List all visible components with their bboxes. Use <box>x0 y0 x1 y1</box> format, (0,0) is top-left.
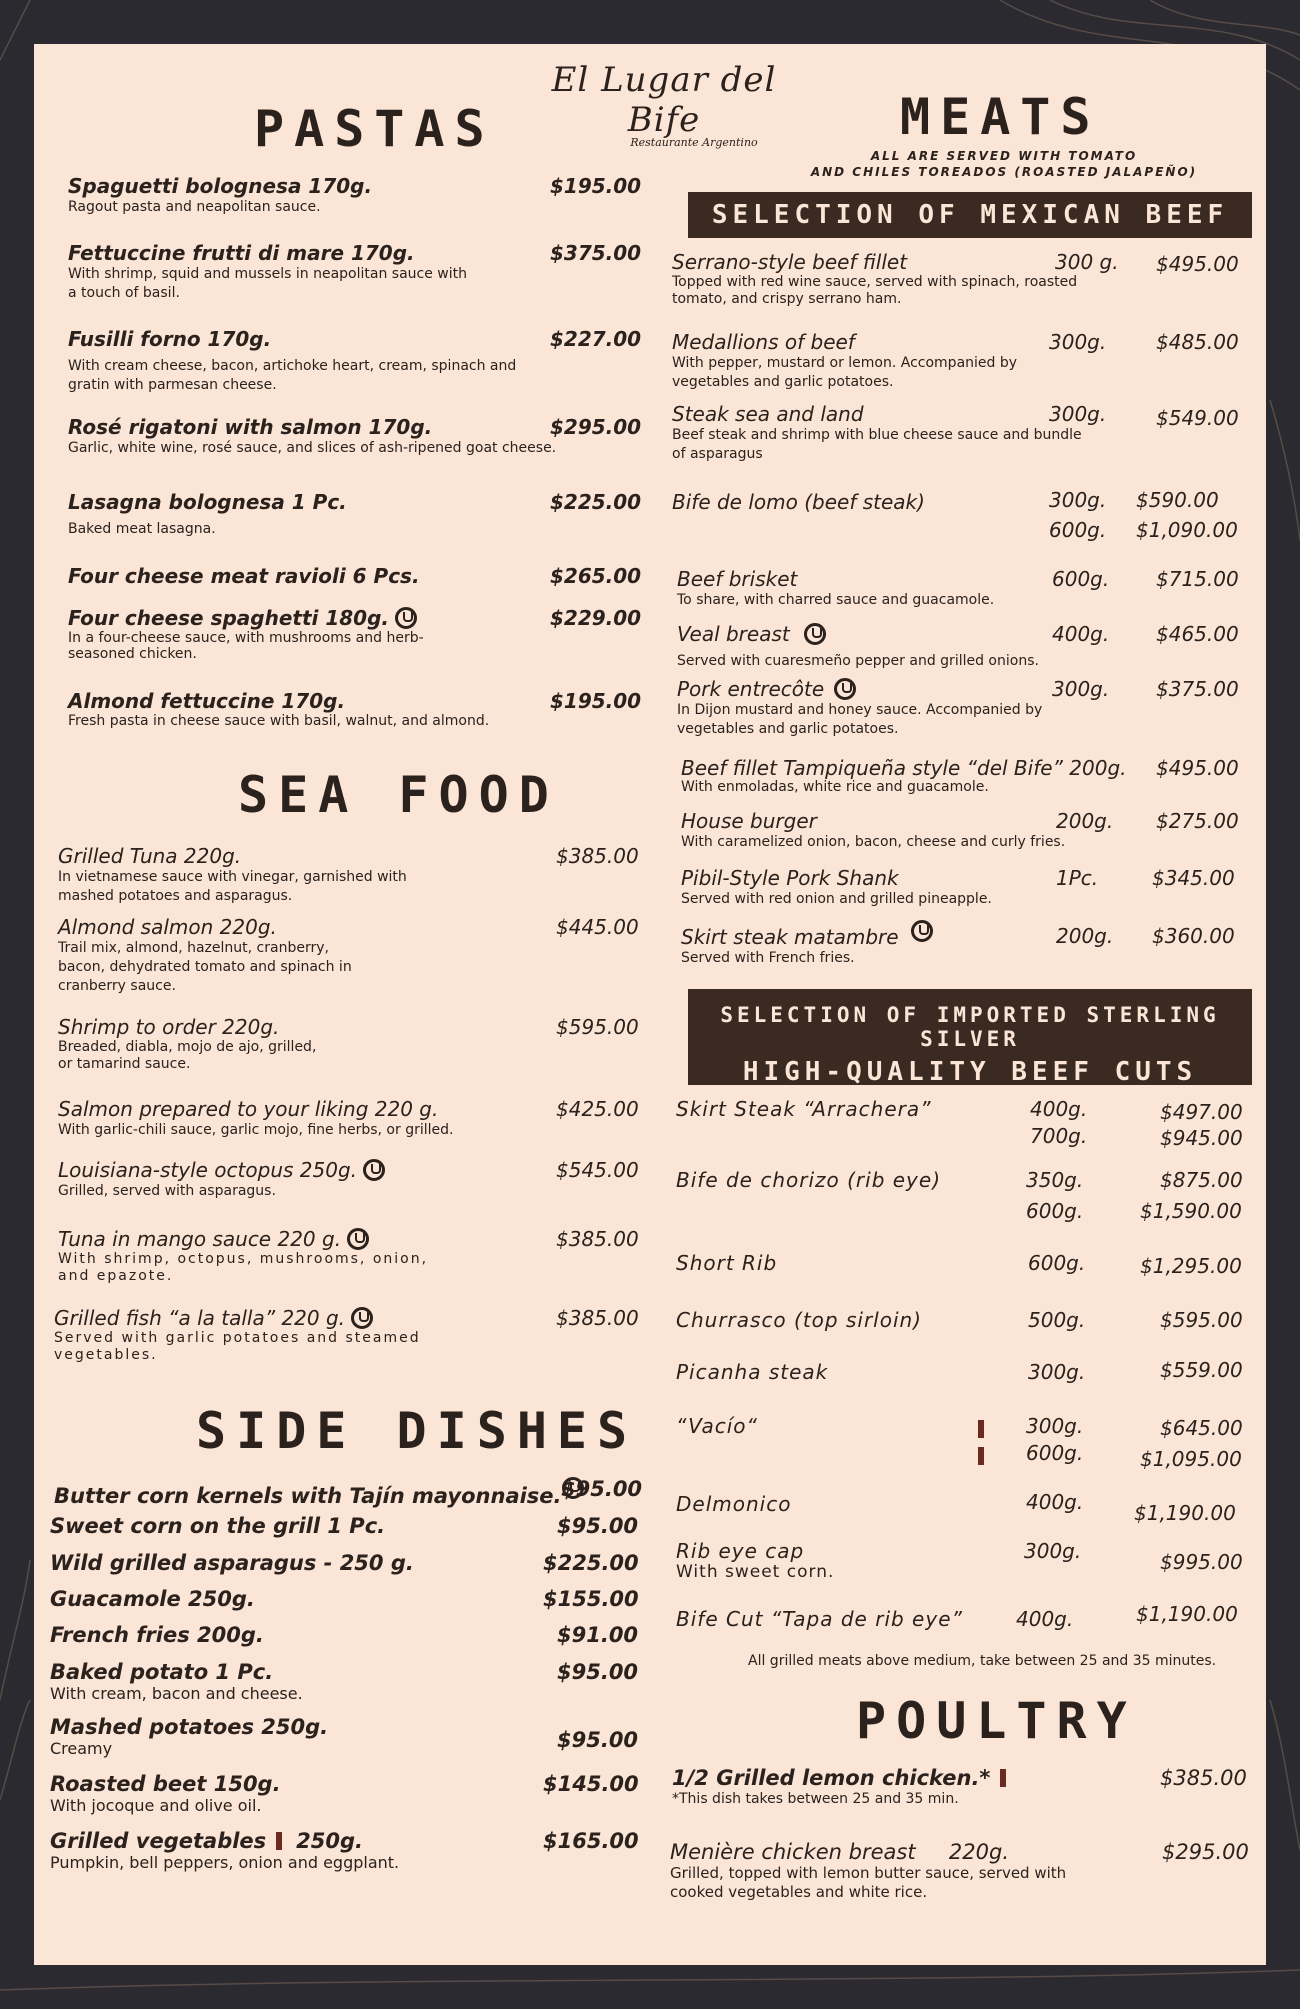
pasta-price: $195.00 <box>550 689 642 713</box>
imported-item-name: Short Rib <box>676 1251 778 1275</box>
pasta-item: Lasagna bolognesa 1 Pc. Baked meat lasagna. <box>68 490 347 537</box>
imported-price: $1,190.00 <box>1134 1501 1236 1525</box>
pasta-item: Spaguetti bolognesa 170g. Ragout pasta and neapolitan sauce. <box>68 174 373 215</box>
meat-item: Pork entrecôte In Dijon mustard and honey sauce. Accompanied by vegetables and garlic potatoes. <box>677 677 1043 737</box>
sides-heading: SIDE DISHES <box>196 1402 638 1460</box>
imported-price: $1,095.00 <box>1140 1447 1242 1471</box>
imported-weight: 300g. <box>1028 1360 1086 1384</box>
meat-price: $549.00 <box>1156 406 1239 430</box>
side-price: $95.00 <box>557 1660 639 1684</box>
side-item: Grilled vegetables 250g. Pumpkin, bell peppers, onion and eggplant. <box>50 1829 400 1872</box>
poultry-price: $385.00 <box>1160 1766 1247 1790</box>
chef-special-icon <box>363 1159 385 1181</box>
meat-item: House burger With caramelized onion, bacon, cheese and curly fries. <box>681 809 1066 850</box>
imported-price: $1,590.00 <box>1140 1199 1242 1223</box>
pasta-price: $195.00 <box>550 174 642 198</box>
meat-price: $360.00 <box>1152 924 1235 948</box>
imported-weight: 350g. <box>1026 1168 1084 1192</box>
meats-heading: MEATS <box>900 88 1101 146</box>
seafood-item: Grilled Tuna 220g. In vietnamese sauce with vinegar, garnished with mashed potatoes and asparagus. <box>58 844 407 904</box>
menu-page <box>34 44 1266 1965</box>
imported-weight: 700g. <box>1030 1124 1088 1148</box>
imported-price: $995.00 <box>1160 1550 1243 1574</box>
imported-price: $875.00 <box>1160 1168 1243 1192</box>
poultry-price: $295.00 <box>1162 1840 1249 1864</box>
pasta-item: Fettuccine frutti di mare 170g. With shrimp, squid and mussels in neapolitan sauce with a touch of basil. <box>68 241 467 301</box>
pasta-price: $225.00 <box>550 490 642 514</box>
logo-name: El Lugar del Bife <box>551 60 777 140</box>
imported-weight: 400g. <box>1016 1607 1074 1631</box>
meat-weight: 400g. <box>1052 622 1110 646</box>
side-price: $145.00 <box>543 1772 639 1796</box>
imported-item-name: Bife de chorizo (rib eye) <box>676 1168 941 1192</box>
marker-bar <box>276 1832 282 1850</box>
seafood-item: Salmon prepared to your liking 220 g. With garlic-chili sauce, garlic mojo, fine herbs, or grilled. <box>58 1097 454 1138</box>
imported-item-name: Picanha steak <box>676 1360 829 1384</box>
imported-weight: 600g. <box>1026 1199 1084 1223</box>
marker-bar <box>978 1420 984 1438</box>
meat-weight: 1Pc. <box>1056 866 1099 890</box>
meat-item: Skirt steak matambre Served with French fries. <box>681 920 933 968</box>
pastas-heading: PASTAS <box>254 100 495 158</box>
imported-weight: 500g. <box>1028 1308 1086 1332</box>
imported-price: $1,190.00 <box>1136 1602 1238 1626</box>
pasta-item: Four cheese meat ravioli 6 Pcs. <box>68 564 420 588</box>
imported-price: $645.00 <box>1160 1416 1243 1440</box>
imported-item: Rib eye cap With sweet corn. <box>676 1539 835 1582</box>
side-item: Mashed potatoes 250g. Creamy <box>50 1715 329 1758</box>
side-item: Roasted beet 150g. With jocoque and olive oil. <box>50 1772 281 1815</box>
meat-weight: 200g. <box>1056 924 1114 948</box>
imported-weight: 600g. <box>1026 1441 1084 1465</box>
side-price: $91.00 <box>557 1623 639 1647</box>
side-price: $95.00 <box>561 1477 643 1501</box>
imported-weight: 400g. <box>1026 1490 1084 1514</box>
chef-special-icon <box>395 607 417 629</box>
meat-item: Medallions of beef With pepper, mustard or lemon. Accompanied by vegetables and garlic potatoes. <box>672 330 1018 390</box>
seafood-price: $445.00 <box>556 915 639 939</box>
marker-bar <box>978 1447 984 1465</box>
meat-price: $375.00 <box>1156 677 1239 701</box>
meat-price: $485.00 <box>1156 330 1239 354</box>
pasta-price: $375.00 <box>550 241 642 265</box>
meat-item: Beef fillet Tampiqueña style “del Bife” 200g. With enmoladas, white rice and guacamole. <box>681 756 1127 795</box>
side-item: Sweet corn on the grill 1 Pc. <box>50 1514 386 1538</box>
meat-weight: 300g. <box>1049 330 1107 354</box>
imported-weight: 300g. <box>1024 1539 1082 1563</box>
meat-item: Bife de lomo (beef steak) <box>672 490 925 514</box>
marker-bar <box>1000 1769 1006 1787</box>
pasta-price: $227.00 <box>550 327 642 351</box>
meat-item: Pibil-Style Pork Shank Served with red onion and grilled pineapple. <box>681 866 992 907</box>
meat-weight: 600g. <box>1052 567 1110 591</box>
meat-price: $275.00 <box>1156 809 1239 833</box>
grill-time-note: All grilled meats above medium, take between 25 and 35 minutes. <box>748 1653 1217 1669</box>
meat-weight: 300 g. <box>1055 250 1119 274</box>
side-price: $95.00 <box>557 1514 639 1538</box>
meat-price: $590.00 <box>1136 488 1219 512</box>
seafood-price: $385.00 <box>556 844 639 868</box>
chef-special-icon <box>347 1228 369 1250</box>
seafood-price: $595.00 <box>556 1015 639 1039</box>
meat-price: $465.00 <box>1156 622 1239 646</box>
meat-price: $495.00 <box>1156 252 1239 276</box>
chef-special-icon <box>351 1307 373 1329</box>
side-item: Wild grilled asparagus - 250 g. <box>50 1551 414 1575</box>
imported-item-name: Delmonico <box>676 1492 792 1516</box>
imported-weight: 400g. <box>1030 1097 1088 1121</box>
meat-price: $1,090.00 <box>1136 518 1238 542</box>
meat-weight: 300g. <box>1052 677 1110 701</box>
imported-weight: 600g. <box>1028 1251 1086 1275</box>
pasta-price: $265.00 <box>550 564 642 588</box>
seafood-price: $385.00 <box>556 1227 639 1251</box>
pasta-item: Rosé rigatoni with salmon 170g. Garlic, white wine, rosé sauce, and slices of ash-ripened goat cheese. <box>68 415 557 456</box>
imported-price: $945.00 <box>1160 1126 1243 1150</box>
imported-price: $559.00 <box>1160 1358 1243 1382</box>
pasta-price: $229.00 <box>550 606 642 630</box>
imported-item-name: “Vacío“ <box>676 1414 758 1438</box>
seafood-price: $545.00 <box>556 1158 639 1182</box>
imported-cuts-band: SELECTION OF IMPORTED STERLING SILVER HIGH-QUALITY BEEF CUTS <box>688 989 1252 1085</box>
logo-subtitle: Restaurante Argentino <box>630 136 758 149</box>
side-item: Baked potato 1 Pc. With cream, bacon and cheese. <box>50 1660 303 1703</box>
seafood-item: Grilled fish “a la talla” 220 g. Served with garlic potatoes and steamed vegetables. <box>54 1306 421 1363</box>
meats-subtitle: ALL ARE SERVED WITH TOMATO AND CHILES TOREADOS (ROASTED JALAPEÑO) <box>810 149 1198 179</box>
restaurant-logo <box>514 60 814 150</box>
imported-price: $497.00 <box>1160 1100 1243 1124</box>
meat-weight: 200g. <box>1056 809 1114 833</box>
imported-item-name: Churrasco (top sirloin) <box>676 1308 922 1332</box>
meat-price: $495.00 <box>1156 756 1239 780</box>
meat-item: Beef brisket To share, with charred sauce and guacamole. <box>677 567 995 608</box>
imported-item-name: Bife Cut “Tapa de rib eye” <box>676 1607 963 1631</box>
poultry-item: 1/2 Grilled lemon chicken.* *This dish takes between 25 and 35 min. <box>672 1766 1006 1809</box>
chef-special-icon <box>911 920 933 942</box>
imported-price: $595.00 <box>1160 1308 1243 1332</box>
seafood-heading: SEA FOOD <box>238 766 559 824</box>
side-price: $155.00 <box>543 1587 639 1611</box>
side-item: Butter corn kernels with Tajín mayonnaise. <box>54 1477 584 1508</box>
seafood-price: $425.00 <box>556 1097 639 1121</box>
side-price: $95.00 <box>557 1728 639 1752</box>
meat-item: Veal breast Served with cuaresmeño pepper and grilled onions. <box>677 622 1039 669</box>
pasta-item: Four cheese spaghetti 180g. In a four-cheese sauce, with mushrooms and herb-seasoned chicken. <box>68 606 424 662</box>
meat-weight: 300g. <box>1049 488 1107 512</box>
meat-weight: 300g. <box>1049 402 1107 426</box>
imported-price: $1,295.00 <box>1140 1254 1242 1278</box>
imported-item-name: Skirt Steak “Arrachera” <box>676 1097 932 1121</box>
chef-special-icon <box>834 678 856 700</box>
pasta-item: Almond fettuccine 170g. Fresh pasta in cheese sauce with basil, walnut, and almond. <box>68 689 490 729</box>
seafood-item: Shrimp to order 220g. Breaded, diabla, mojo de ajo, grilled, or tamarind sauce. <box>58 1015 317 1072</box>
meat-item: Steak sea and land Beef steak and shrimp with blue cheese sauce and bundle of asparagus <box>672 402 1082 462</box>
meat-price: $715.00 <box>1156 567 1239 591</box>
side-item: French fries 200g. <box>50 1623 264 1647</box>
chef-special-icon <box>804 623 826 645</box>
meat-item: Serrano-style beef fillet Topped with red wine sauce, served with spinach, roasted tomato, and crispy serrano ham. <box>672 250 1078 307</box>
side-price: $225.00 <box>543 1551 639 1575</box>
meat-weight: 600g. <box>1049 518 1107 542</box>
seafood-item: Tuna in mango sauce 220 g. With shrimp, octopus, mushrooms, onion, and epazote. <box>58 1227 429 1284</box>
mexican-cuts-band: SELECTION OF MEXICAN BEEF CUTS <box>688 192 1252 238</box>
seafood-item: Louisiana-style octopus 250g. Grilled, served with asparagus. <box>58 1158 538 1201</box>
poultry-heading: POULTRY <box>856 1692 1137 1750</box>
imported-weight: 300g. <box>1026 1414 1084 1438</box>
pasta-price: $295.00 <box>550 415 642 439</box>
poultry-item: Menière chicken breast 220g. Grilled, topped with lemon butter sauce, served with cooked vegetables and white rice. <box>670 1840 1067 1901</box>
side-item: Guacamole 250g. <box>50 1587 255 1611</box>
pasta-item: Fusilli forno 170g. With cream cheese, bacon, artichoke heart, cream, spinach and gratin with parmesan cheese. <box>68 327 517 393</box>
seafood-price: $385.00 <box>556 1306 639 1330</box>
side-price: $165.00 <box>543 1829 639 1853</box>
meat-price: $345.00 <box>1152 866 1235 890</box>
seafood-item: Almond salmon 220g. Trail mix, almond, hazelnut, cranberry, bacon, dehydrated tomato and spinach in cranberry sauce. <box>58 915 352 994</box>
